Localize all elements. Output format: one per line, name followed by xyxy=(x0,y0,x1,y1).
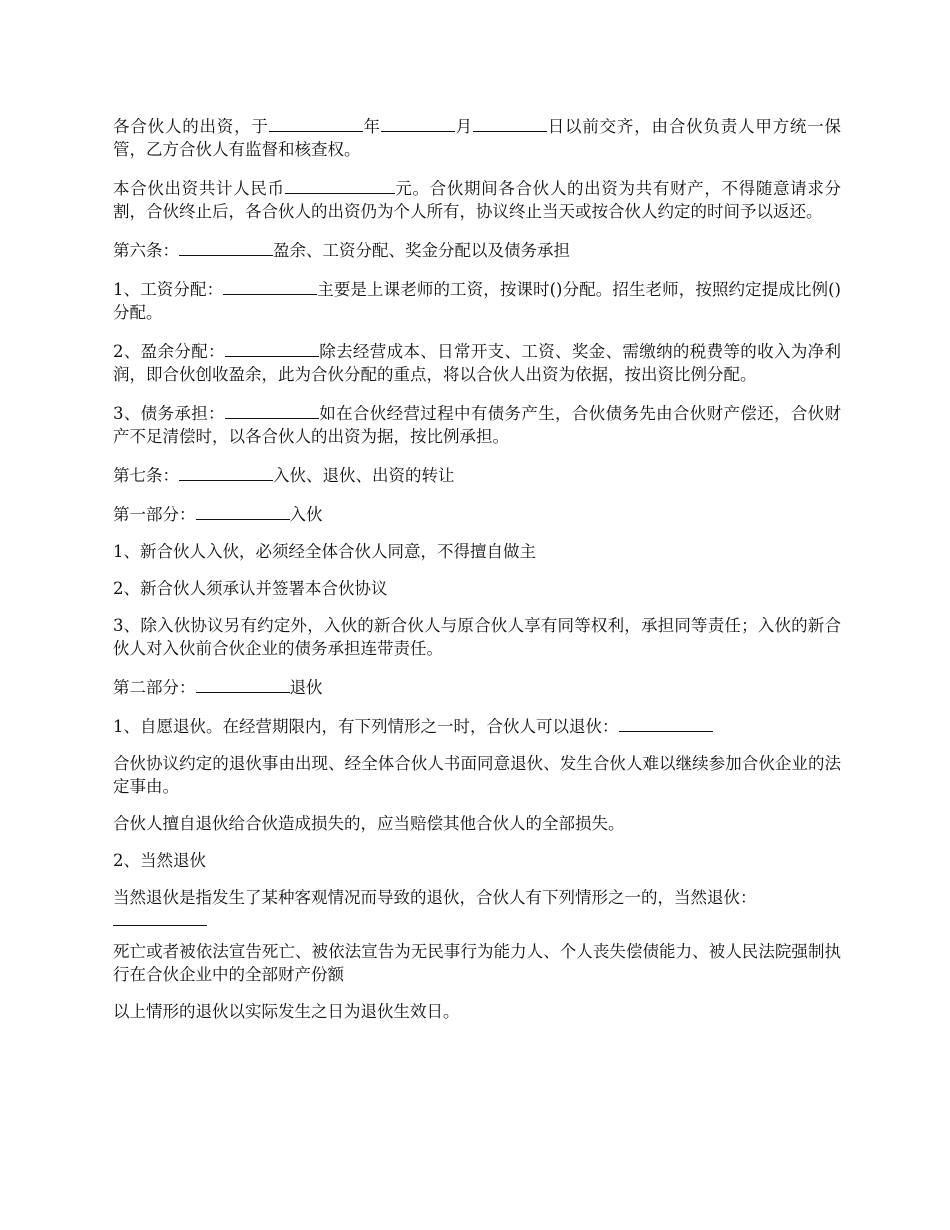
text: 入伙、退伙、出资的转让 xyxy=(273,466,455,485)
blank-day xyxy=(473,113,547,132)
text: 月 xyxy=(454,117,473,136)
blank xyxy=(196,674,290,693)
text: 入伙 xyxy=(289,505,323,524)
blank xyxy=(113,909,207,926)
document-page xyxy=(113,113,841,1037)
text: 日以前交齐，由合伙负责人甲方统一保管，乙方合伙人有监督和核查权。 xyxy=(113,117,842,159)
blank xyxy=(223,276,317,295)
blank-year xyxy=(269,113,363,132)
text: 年 xyxy=(362,117,381,136)
text: 除去经营成本、日常开支、工资、奖金、需缴纳的税费等的收入为净利润，即合伙创收盈余，此为合伙分配的重点，将以合伙人出资为依据，按出资比例分配。 xyxy=(113,342,842,384)
text: 各合伙人的出资，于 xyxy=(113,117,269,136)
text: 1、工资分配： xyxy=(113,280,224,299)
text: 本合伙出资共计人民币 xyxy=(113,179,285,198)
article-six-heading xyxy=(113,237,841,262)
paragraph-automatic-withdrawal xyxy=(113,886,841,926)
paragraph-voluntary-withdrawal xyxy=(113,713,841,738)
text: 第一部分： xyxy=(113,505,196,524)
text: 2、盈余分配： xyxy=(113,342,225,361)
text: 当然退伙是指发生了某种客观情况而导致的退伙，合伙人有下列情形之一的，当然退伙： xyxy=(113,888,757,907)
paragraph-automatic-withdrawal-heading: 2、当然退伙 xyxy=(113,851,206,870)
blank xyxy=(619,713,713,732)
text: 第六条： xyxy=(113,241,179,260)
blank-month xyxy=(381,113,455,132)
part-one-heading xyxy=(113,501,841,526)
blank xyxy=(225,338,319,357)
paragraph-effective-date: 以上情形的退伙以实际发生之日为退伙生效日。 xyxy=(113,1002,460,1021)
text: 主要是上课老师的工资，按课时()分配。招生老师，按照约定提成比例()分配。 xyxy=(113,280,841,322)
blank xyxy=(196,501,290,520)
text: 盈余、工资分配、奖金分配以及债务承担 xyxy=(273,241,570,260)
paragraph-contribution-deadline xyxy=(113,113,841,161)
paragraph-admission-1: 1、新合伙人入伙，必须经全体合伙人同意，不得擅自做主 xyxy=(113,542,536,561)
text: 退伙 xyxy=(289,678,323,697)
paragraph-debt-bearing xyxy=(113,400,841,448)
paragraph-admission-2: 2、新合伙人须承认并签署本合伙协议 xyxy=(113,579,388,598)
blank xyxy=(179,462,273,481)
text: 第七条： xyxy=(113,466,179,485)
blank xyxy=(225,400,319,419)
article-seven-heading xyxy=(113,462,841,487)
paragraph-unauthorized-withdrawal: 合伙人擅自退伙给合伙造成损失的，应当赔偿其他合伙人的全部损失。 xyxy=(113,814,625,833)
paragraph-withdrawal-reasons: 合伙协议约定的退伙事由出现、经全体合伙人书面同意退伙、发生合伙人难以继续参加合伙企业的法定事由。 xyxy=(113,754,841,796)
paragraph-salary-distribution xyxy=(113,276,841,324)
paragraph-total-contribution xyxy=(113,175,841,223)
text: 3、债务承担： xyxy=(113,404,225,423)
text: 第二部分： xyxy=(113,678,196,697)
blank-amount xyxy=(285,175,395,194)
text: 元。合伙期间各合伙人的出资为共有财产，不得随意请求分割，合伙终止后，各合伙人的出资仍为个人所有，协议终止当天或按合伙人约定的时间予以返还。 xyxy=(113,179,842,221)
paragraph-admission-3: 3、除入伙协议另有约定外，入伙的新合伙人与原合伙人享有同等权利，承担同等责任；入伙的新合伙人对入伙前合伙企业的债务承担连带责任。 xyxy=(113,616,841,658)
text: 如在合伙经营过程中有债务产生，合伙债务先由合伙财产偿还，合伙财产不足清偿时，以各合伙人的出资为据，按比例承担。 xyxy=(113,404,842,446)
paragraph-surplus-distribution xyxy=(113,338,841,386)
part-two-heading xyxy=(113,674,841,699)
paragraph-automatic-withdrawal-cases: 死亡或者被依法宣告死亡、被依法宣告为无民事行为能力人、个人丧失偿债能力、被人民法院强制执行在合伙企业中的全部财产份额 xyxy=(113,942,841,984)
text: 1、自愿退伙。在经营期限内，有下列情形之一时，合伙人可以退伙： xyxy=(113,717,619,736)
blank xyxy=(179,237,273,256)
